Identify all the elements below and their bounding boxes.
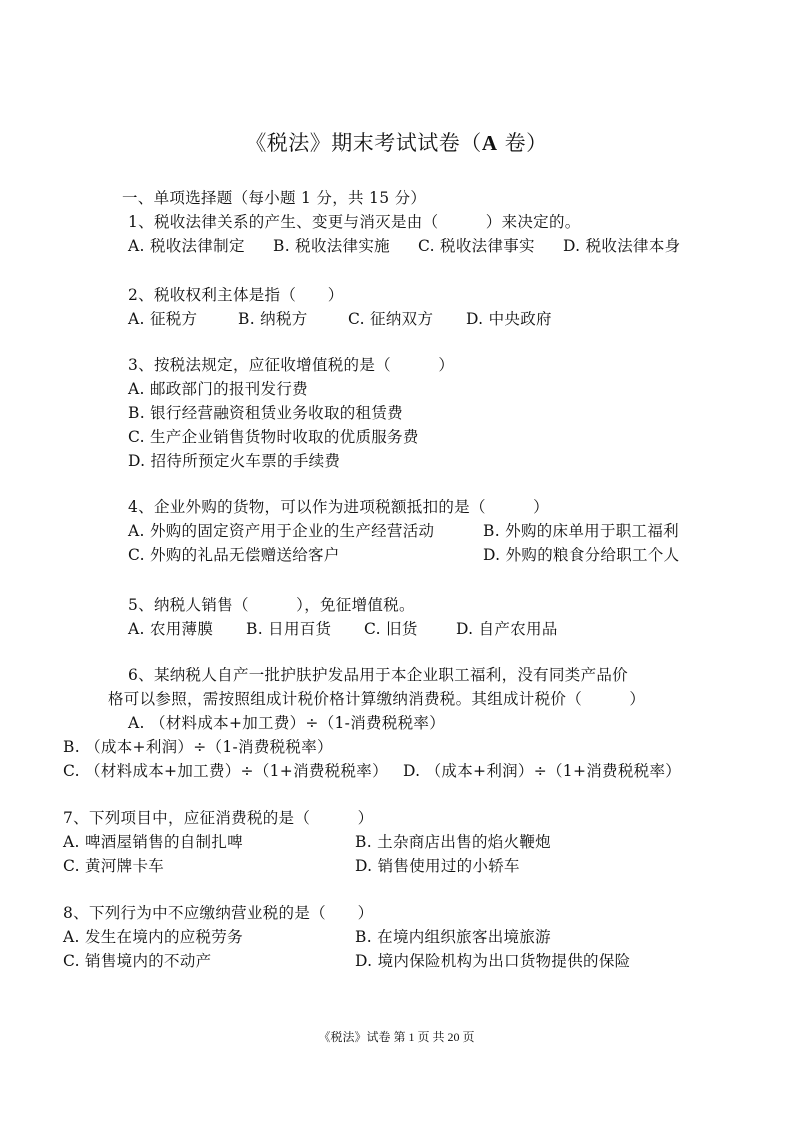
- title-paper-letter: A: [481, 131, 498, 155]
- question-5-stem: 5、纳税人销售（ ），免征增值税。: [128, 596, 415, 614]
- question-6-option-d: D. （成本+利润）÷（1+消费税税率）: [403, 762, 682, 780]
- question-4-option-a: A. 外购的固定资产用于企业的生产经营活动: [128, 522, 435, 540]
- question-5-option-a: A. 农用薄膜: [128, 620, 214, 638]
- title-prefix: 《税法》期末考试试卷（: [245, 131, 482, 155]
- question-1-option-c: C. 税收法律事实: [418, 237, 535, 255]
- question-4-stem: 4、企业外购的货物，可以作为进项税额抵扣的是（ ）: [128, 498, 549, 516]
- question-1-option-b: B. 税收法律实施: [273, 237, 390, 255]
- question-3-option-d: D. 招待所预定火车票的手续费: [128, 452, 341, 470]
- question-5-option-c: C. 旧货: [364, 620, 418, 638]
- question-7-option-c: C. 黄河牌卡车: [63, 857, 165, 875]
- question-3-option-a: A. 邮政部门的报刊发行费: [128, 380, 308, 398]
- question-2-option-d: D. 中央政府: [466, 310, 552, 328]
- question-3-option-b: B. 银行经营融资租赁业务收取的租赁费: [128, 404, 403, 422]
- question-4-option-c: C. 外购的礼品无偿赠送给客户: [128, 546, 340, 564]
- question-6-option-b: B. （成本+利润）÷（1-消费税税率）: [63, 738, 333, 756]
- page-title: [0, 127, 793, 157]
- question-1-stem: 1、税收法律关系的产生、变更与消灭是由（ ）来决定的。: [128, 213, 581, 231]
- question-2-option-c: C. 征纳双方: [348, 310, 434, 328]
- question-3-option-c: C. 生产企业销售货物时收取的优质服务费: [128, 428, 419, 446]
- question-3-stem: 3、按税法规定，应征收增值税的是（ ）: [128, 356, 455, 374]
- question-1-option-d: D. 税收法律本身: [563, 237, 681, 255]
- question-1-option-a: A. 税收法律制定: [128, 237, 245, 255]
- question-5-option-d: D. 自产农用品: [456, 620, 558, 638]
- question-8-option-a: A. 发生在境内的应税劳务: [63, 928, 243, 946]
- question-7-option-b: B. 土杂商店出售的焰火鞭炮: [355, 833, 551, 851]
- question-2-option-a: A. 征税方: [128, 310, 198, 328]
- question-8-option-b: B. 在境内组织旅客出境旅游: [355, 928, 551, 946]
- question-4-option-d: D. 外购的粮食分给职工个人: [483, 546, 680, 564]
- question-5-option-b: B. 日用百货: [246, 620, 332, 638]
- question-8-option-d: D. 境内保险机构为出口货物提供的保险: [355, 952, 631, 970]
- question-2-option-b: B. 纳税方: [238, 310, 308, 328]
- title-suffix: 卷）: [497, 131, 548, 155]
- page-footer: 《税法》试卷 第 1 页 共 20 页: [318, 1030, 475, 1044]
- question-8-option-c: C. 销售境内的不动产: [63, 952, 212, 970]
- section-heading: 一、单项选择题（每小题 1 分，共 15 分）: [122, 189, 427, 207]
- question-6-option-c: C. （材料成本+加工费）÷（1+消费税税率）: [63, 762, 388, 780]
- question-6-stem-line-2: 格可以参照，需按照组成计税价格计算缴纳消费税。其组成计税价（ ）: [108, 690, 646, 708]
- question-8-stem: 8、下列行为中不应缴纳营业税的是（ ）: [63, 904, 374, 922]
- question-2-stem: 2、税收权利主体是指（ ）: [128, 286, 344, 304]
- question-7-option-d: D. 销售使用过的小轿车: [355, 857, 520, 875]
- question-4-option-b: B. 外购的床单用于职工福利: [483, 522, 679, 540]
- question-7-stem: 7、下列项目中，应征消费税的是（ ）: [63, 809, 374, 827]
- question-6-stem-line-1: 6、某纳税人自产一批护肤护发品用于本企业职工福利，没有同类产品价: [128, 666, 628, 684]
- question-6-option-a: A. （材料成本+加工费）÷（1-消费税税率）: [128, 714, 446, 732]
- question-7-option-a: A. 啤酒屋销售的自制扎啤: [63, 833, 243, 851]
